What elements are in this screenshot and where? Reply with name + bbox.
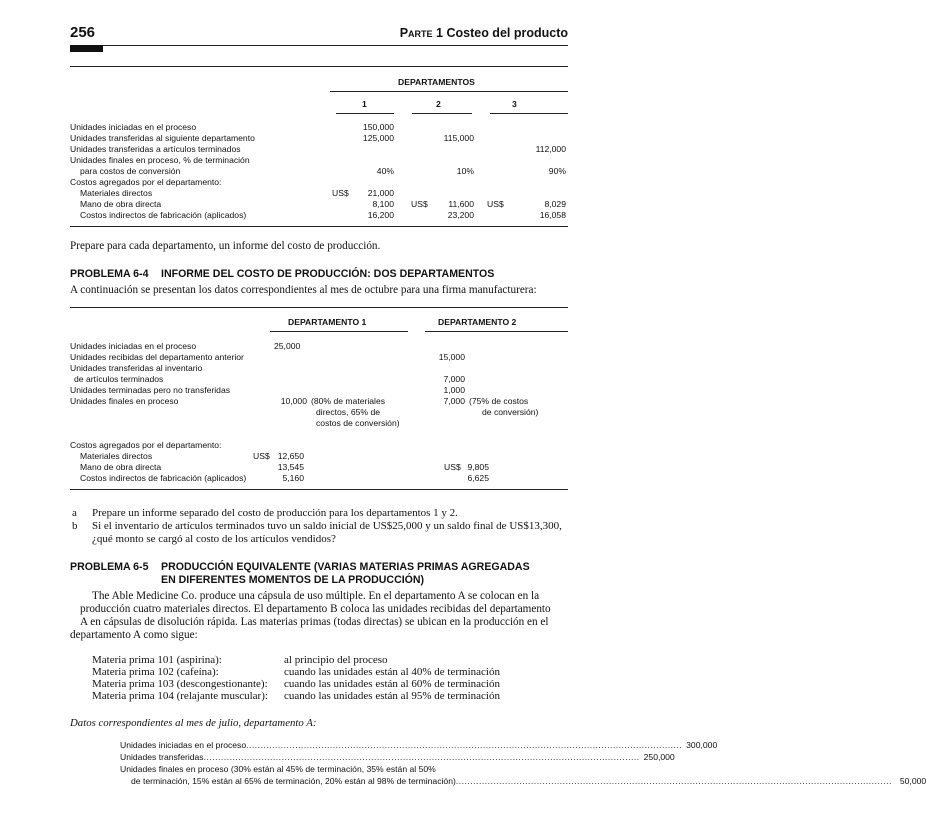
data-row-value: 250,000 xyxy=(643,752,675,762)
table2-row-label: Unidades transferidas al inventario xyxy=(70,363,203,373)
question-text: Prepare un informe separado del costo de producción para los departamentos 1 y 2. xyxy=(92,507,458,519)
table2-row-label: Materiales directos xyxy=(80,451,153,461)
table2-row-label: de artículos terminados xyxy=(74,374,164,384)
currency-symbol: US$ xyxy=(253,451,270,461)
table1-cell: 40% xyxy=(376,166,394,176)
table2-cell: 12,650 xyxy=(277,451,304,461)
table1-cell: 8,100 xyxy=(372,199,394,209)
table1-cell: 150,000 xyxy=(362,122,394,132)
table2-cell: 15,000 xyxy=(438,352,465,362)
table1-row-label: Costos indirectos de fabricación (aplicados) xyxy=(80,210,247,220)
data-row xyxy=(120,752,675,762)
question-text: ¿qué monto se cargó al costo de los artículos vendidos? xyxy=(92,533,336,545)
table1-col-3: 3 xyxy=(512,99,517,109)
page-number: 256 xyxy=(70,24,96,41)
table1-col-rule-3 xyxy=(490,113,568,114)
table1-cell: 16,200 xyxy=(367,210,394,220)
table2-cell: 7,000 xyxy=(443,374,465,384)
instruction-text: Prepare para cada departamento, un informe del costo de producción. xyxy=(70,240,381,252)
table2-row-label: Unidades iniciadas en el proceso xyxy=(70,341,197,351)
table1-cell: 115,000 xyxy=(443,133,474,143)
table1-row-label: Unidades iniciadas en el proceso xyxy=(70,122,197,132)
question-letter: a xyxy=(72,507,77,519)
table2-cell: 6,625 xyxy=(467,473,489,483)
currency-symbol: US$ xyxy=(444,462,461,472)
table2-row-label: Unidades terminadas pero no transferidas xyxy=(70,385,231,395)
header-rule xyxy=(70,45,568,46)
problem-6-4-intro: A continuación se presentan los datos correspondientes al mes de octubre para una firma manufacturera: xyxy=(70,284,537,296)
table1-col-rule-2 xyxy=(412,113,472,114)
table2-cell: 9,805 xyxy=(467,462,489,472)
table1-row-label: Unidades transferidas al siguiente departamento xyxy=(70,133,255,143)
material-when: al principio del proceso xyxy=(284,654,388,666)
question-letter: b xyxy=(72,520,78,532)
table2-col-rule-1 xyxy=(270,331,408,332)
table2-note: (80% de materiales xyxy=(311,396,386,406)
data-row-label: Unidades transferidas xyxy=(120,752,204,762)
data-row-label: de terminación, 15% están al 65% de terminación, 20% están al 98% de terminación) xyxy=(131,776,456,786)
table1-top-rule xyxy=(70,66,568,67)
material-name: Materia prima 104 (relajante muscular): xyxy=(92,690,268,702)
data-row xyxy=(131,776,926,786)
table2-costs-header: Costos agregados por el departamento: xyxy=(70,440,222,450)
question-text: Si el inventario de artículos terminados tuvo un saldo inicial de US$25,000 y un saldo final de US$13,300, xyxy=(92,520,562,532)
running-title-part: Parte xyxy=(399,26,433,40)
table1-cell: 23,200 xyxy=(447,210,474,220)
table1-col-rule-1 xyxy=(336,113,394,114)
table2-row-label: Unidades finales en proceso xyxy=(70,396,179,406)
table2-cell: 7,000 xyxy=(443,396,465,406)
table2-bottom-rule xyxy=(70,489,568,490)
table2-col-1: DEPARTAMENTO 1 xyxy=(288,317,367,327)
table2-cell: 1,000 xyxy=(443,385,465,395)
currency-symbol: US$ xyxy=(332,188,349,198)
data-row-final-line1: Unidades finales en proceso (30% están al 45% de terminación, 35% están al 50% xyxy=(120,764,436,774)
header-block-mark xyxy=(70,45,103,52)
problem-6-4-label: PROBLEMA 6-4 xyxy=(70,268,149,280)
running-title xyxy=(400,26,568,40)
data-row-label: Unidades iniciadas en el proceso xyxy=(120,740,247,750)
table2-col-2: DEPARTAMENTO 2 xyxy=(438,317,517,327)
table2-row-label: Costos indirectos de fabricación (aplicados) xyxy=(80,473,247,483)
problem-6-5-title-1: PRODUCCIÓN EQUIVALENTE (VARIAS MATERIAS PRIMAS AGREGADAS xyxy=(161,561,530,573)
problem-6-5-paragraph: producción cuatro materiales directos. El departamento B coloca las unidades recibidas del departamento xyxy=(80,603,551,615)
table2-note: (75% de costos xyxy=(469,396,529,406)
table1-row-label: Unidades transferidas a artículos terminados xyxy=(70,144,241,154)
dot-leader: ....................................................................................................................................................... xyxy=(455,776,892,786)
table2-note: directos, 65% de xyxy=(316,407,381,417)
table1-row-label: Costos agregados por el departamento: xyxy=(70,177,222,187)
running-title-num: 1 xyxy=(436,26,443,40)
table1-row-label: Materiales directos xyxy=(80,188,153,198)
table2-top-rule xyxy=(70,307,568,308)
dot-leader: ....................................................................................................................................................... xyxy=(246,740,683,750)
table1-cell: 112,000 xyxy=(535,144,566,154)
dot-leader: ....................................................................................................................................................... xyxy=(203,752,640,762)
problem-6-5-paragraph: departamento A como sigue: xyxy=(70,629,198,641)
table1-row-label: Mano de obra directa xyxy=(80,199,162,209)
material-name: Materia prima 101 (aspirina): xyxy=(92,654,222,666)
problem-6-5-paragraph: A en cápsulas de disolución rápida. Las materias primas (todas directas) se ubican en la producción en el xyxy=(80,616,549,628)
table1-row-label: para costos de conversión xyxy=(80,166,181,176)
table2-col-rule-2 xyxy=(425,331,568,332)
table1-row-label: Unidades finales en proceso, % de terminación xyxy=(70,155,250,165)
running-title-rest: Costeo del producto xyxy=(446,26,568,40)
table1-cell: 16,058 xyxy=(539,210,566,220)
table1-cell: 11,600 xyxy=(448,199,474,209)
table2-cell: 10,000 xyxy=(280,396,307,406)
problem-6-4-title: INFORME DEL COSTO DE PRODUCCIÓN: DOS DEPARTAMENTOS xyxy=(161,268,495,280)
data-row-value: 300,000 xyxy=(686,740,718,750)
material-when: cuando las unidades están al 95% de terminación xyxy=(284,690,500,702)
table1-group-header: DEPARTAMENTOS xyxy=(398,77,475,87)
material-name: Materia prima 103 (descongestionante): xyxy=(92,678,268,690)
material-when: cuando las unidades están al 60% de terminación xyxy=(284,678,500,690)
problem-6-5-paragraph: The Able Medicine Co. produce una cápsula de uso múltiple. En el departamento A se colocan en la xyxy=(92,590,540,602)
material-when: cuando las unidades están al 40% de terminación xyxy=(284,666,500,678)
data-row-value: 50,000 xyxy=(899,776,926,786)
problem-6-5-label: PROBLEMA 6-5 xyxy=(70,561,149,573)
table1-cell: 90% xyxy=(548,166,566,176)
currency-symbol: US$ xyxy=(487,199,504,209)
table1-cell: 125,000 xyxy=(362,133,394,143)
data-caption: Datos correspondientes al mes de julio, departamento A: xyxy=(70,717,317,729)
table1-cell: 8,029 xyxy=(544,199,566,209)
table2-note: de conversión) xyxy=(482,407,539,417)
table1-cell: 21,000 xyxy=(367,188,394,198)
data-row xyxy=(120,740,718,750)
table1-cell: 10% xyxy=(456,166,474,176)
table2-cell: 25,000 xyxy=(274,341,301,351)
table1-col-1: 1 xyxy=(362,99,367,109)
material-name: Materia prima 102 (cafeína): xyxy=(92,666,219,678)
problem-6-5-title-2: EN DIFERENTES MOMENTOS DE LA PRODUCCIÓN) xyxy=(161,574,425,586)
table2-row-label: Mano de obra directa xyxy=(80,462,162,472)
currency-symbol: US$ xyxy=(411,199,428,209)
table1-col-2: 2 xyxy=(436,99,441,109)
table2-cell: 13,545 xyxy=(277,462,304,472)
table2-cell: 5,160 xyxy=(282,473,304,483)
table2-note: costos de conversión) xyxy=(316,418,400,428)
table2-row-label: Unidades recibidas del departamento anterior xyxy=(70,352,244,362)
table1-bottom-rule xyxy=(70,226,568,227)
table1-group-rule xyxy=(330,91,568,92)
